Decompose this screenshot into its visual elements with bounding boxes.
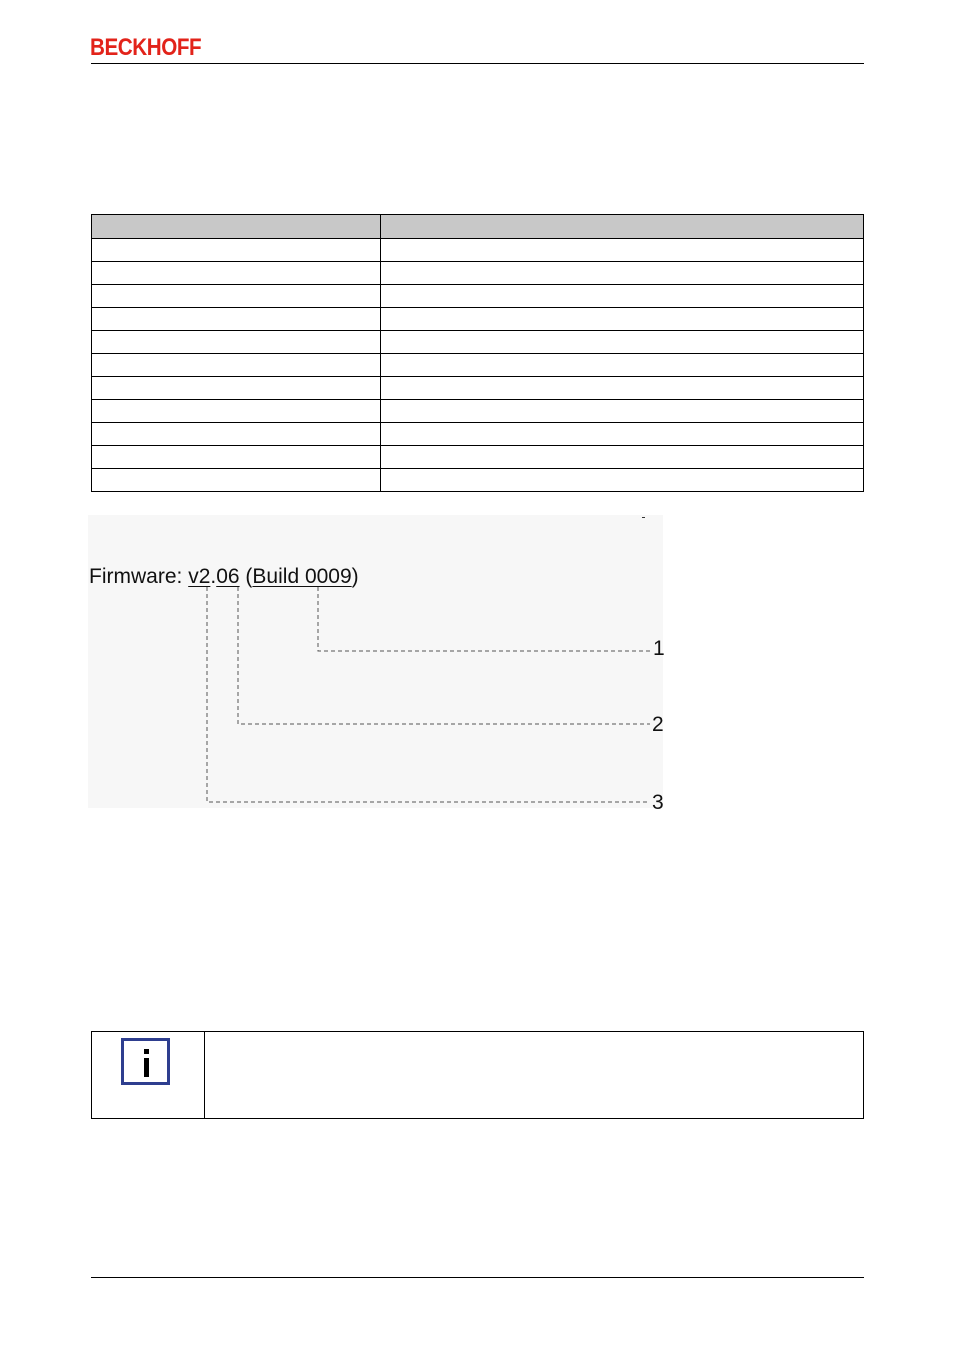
callout-number-3: 3: [652, 791, 664, 814]
callout-line-2: [238, 587, 650, 724]
callout-line-3: [207, 587, 650, 802]
table-row: [92, 308, 864, 331]
firmware-minor: 06: [216, 565, 240, 588]
callout-number-2: 2: [652, 713, 664, 736]
info-icon: [121, 1038, 170, 1085]
table-row: [92, 446, 864, 469]
brand-logo: BECKHOFF: [90, 34, 202, 61]
firmware-build: Build 0009: [252, 565, 352, 588]
note-icon-cell: [92, 1032, 205, 1118]
table-row: [92, 400, 864, 423]
table-row: [92, 285, 864, 308]
firmware-separator: .: [210, 565, 217, 588]
firmware-label: Firmware:: [89, 565, 183, 588]
note-box: [91, 1031, 864, 1119]
firmware-major: v2: [188, 565, 211, 588]
table-row: [92, 331, 864, 354]
table-header-row: [92, 215, 864, 239]
data-table: [91, 214, 864, 492]
table-row: [92, 354, 864, 377]
callout-lines: [88, 515, 668, 815]
build-close-paren: ): [351, 565, 359, 588]
table-row: [92, 469, 864, 492]
table-header-cell: [92, 215, 381, 239]
table-header-cell: [381, 215, 864, 239]
build-open-paren: (: [245, 565, 253, 588]
footer-rule: [91, 1277, 864, 1278]
table-row: [92, 423, 864, 446]
firmware-version-figure: [88, 515, 668, 815]
callout-number-1: 1: [653, 637, 665, 660]
table-row: [92, 377, 864, 400]
header-rule: [91, 63, 864, 64]
callout-line-1: [318, 587, 650, 651]
table-row: [92, 239, 864, 262]
table-row: [92, 262, 864, 285]
